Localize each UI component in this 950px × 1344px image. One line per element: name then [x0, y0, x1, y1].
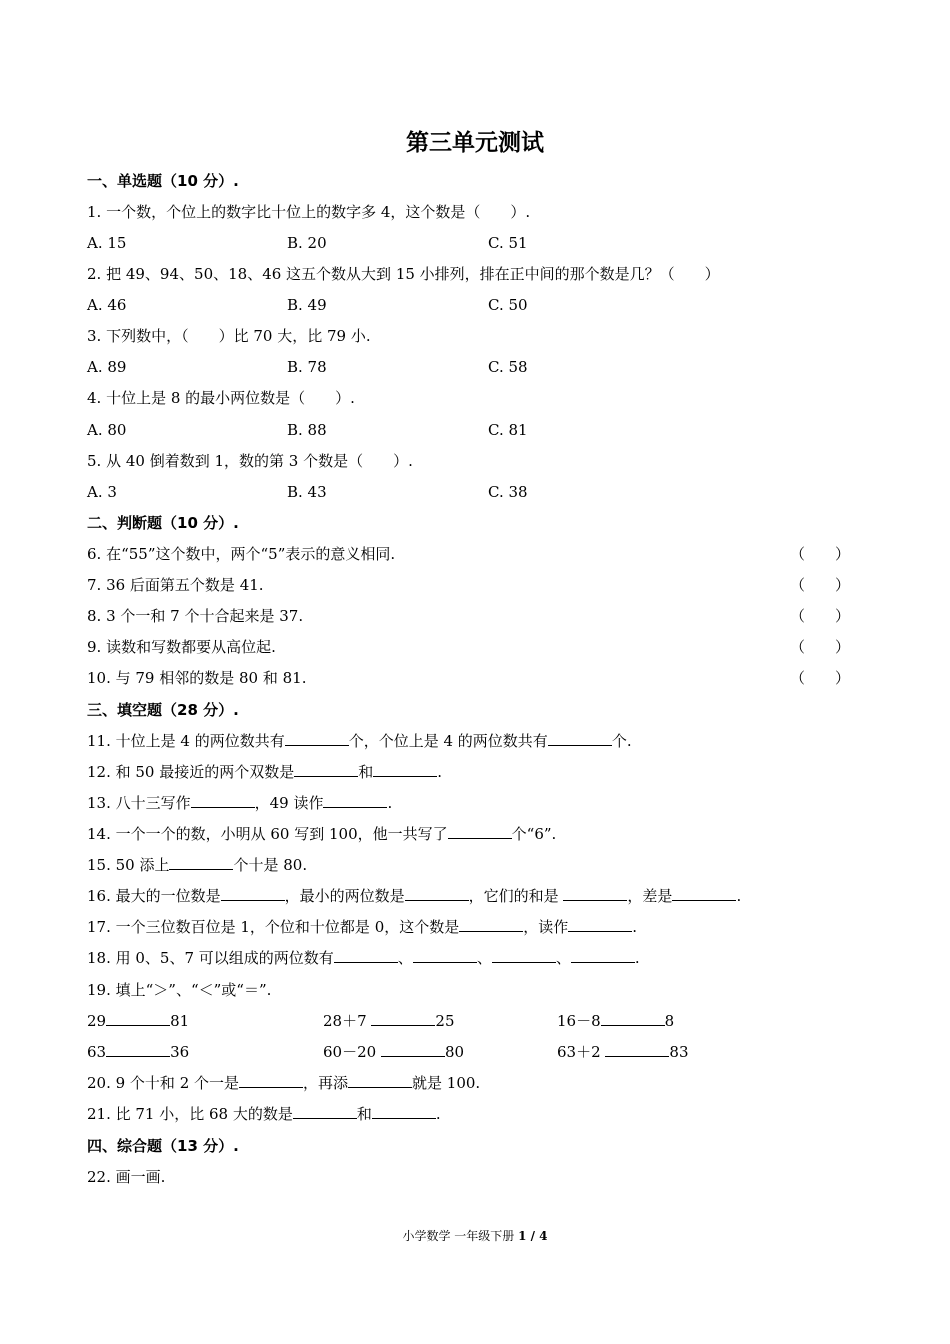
answer-parentheses: （ ） — [789, 576, 850, 594]
question-text: 7. 36 后面第五个数是 41. — [87, 576, 264, 594]
answer-parentheses: （ ） — [789, 545, 850, 563]
answer-blank — [448, 823, 512, 839]
right-value: 81 — [170, 1012, 190, 1030]
section-heading-choice: 一、单选题（10 分）. — [87, 172, 239, 190]
text: 和 — [356, 1105, 372, 1123]
compare-item — [557, 1010, 674, 1032]
answer-blank — [373, 761, 437, 777]
question-5-options — [87, 481, 867, 503]
option-b: B. 43 — [287, 483, 327, 501]
answer-blank — [285, 730, 349, 746]
compare-item — [87, 1041, 189, 1063]
text: 21. 比 71 小，比 68 大的数是 — [87, 1105, 293, 1123]
option-a: A. 46 — [87, 296, 127, 314]
question-13 — [87, 792, 867, 814]
right-value: 8 — [664, 1012, 675, 1030]
option-a: A. 15 — [87, 234, 127, 252]
answer-blank — [405, 885, 469, 901]
text: 11. 十位上是 4 的两位数共有 — [87, 732, 285, 750]
text: ，49 读作 — [254, 794, 324, 812]
answer-blank — [571, 947, 635, 963]
option-c: C. 51 — [488, 234, 528, 252]
option-a: A. 89 — [87, 358, 127, 376]
right-value: 36 — [170, 1043, 190, 1061]
question-2: 2. 把 49、94、50、18、46 这五个数从大到 15 小排列，排在正中间的那个数是几？（ ） — [87, 265, 720, 283]
answer-blank — [605, 1041, 669, 1057]
question-10 — [87, 667, 867, 689]
text: ，读作 — [523, 918, 569, 936]
left-value: 60－20 — [323, 1043, 381, 1061]
compare-item — [323, 1041, 464, 1063]
text: 18. 用 0、5、7 可以组成的两位数有 — [87, 949, 334, 967]
option-c: C. 38 — [488, 483, 528, 501]
text: 就是 100. — [412, 1074, 481, 1092]
answer-blank — [106, 1010, 170, 1026]
footer-subject: 小学数学 一年级下册 — [402, 1229, 519, 1243]
question-8 — [87, 605, 867, 627]
section-heading-fill: 三、填空题（28 分）. — [87, 701, 239, 719]
text: ，最小的两位数是 — [284, 887, 405, 905]
answer-blank — [459, 916, 523, 932]
compare-row — [87, 1041, 867, 1063]
text: 和 — [358, 763, 374, 781]
separator: 、 — [555, 949, 571, 967]
answer-blank — [334, 947, 398, 963]
compare-item — [323, 1010, 455, 1032]
left-value: 63 — [87, 1043, 107, 1061]
question-9 — [87, 636, 867, 658]
question-4: 4. 十位上是 8 的最小两位数是（ ）. — [87, 389, 355, 407]
section-heading-comprehensive: 四、综合题（13 分）. — [87, 1137, 239, 1155]
question-17 — [87, 916, 867, 938]
text: 个，个位上是 4 的两位数共有 — [348, 732, 548, 750]
answer-parentheses: （ ） — [789, 638, 850, 656]
answer-blank — [106, 1041, 170, 1057]
text: ，差是 — [627, 887, 673, 905]
question-text: 6. 在“55”这个数中，两个“5”表示的意义相同. — [87, 545, 396, 563]
right-value: 25 — [435, 1012, 455, 1030]
answer-blank — [169, 854, 233, 870]
answer-parentheses: （ ） — [789, 607, 850, 625]
text: 个十是 80. — [233, 856, 308, 874]
answer-blank — [191, 792, 255, 808]
left-value: 63＋2 — [557, 1043, 606, 1061]
question-3-options — [87, 356, 867, 378]
question-text: 10. 与 79 相邻的数是 80 和 81. — [87, 669, 307, 687]
separator: 、 — [476, 949, 492, 967]
text: . — [634, 949, 640, 967]
question-3: 3. 下列数中，（ ）比 70 大，比 79 小. — [87, 327, 371, 345]
answer-blank — [563, 885, 627, 901]
question-12 — [87, 761, 867, 783]
question-6 — [87, 543, 867, 565]
question-5: 5. 从 40 倒着数到 1，数的第 3 个数是（ ）. — [87, 452, 413, 470]
text: . — [632, 918, 638, 936]
question-2-options — [87, 294, 867, 316]
compare-item — [87, 1010, 189, 1032]
answer-blank — [492, 947, 556, 963]
text: 个. — [611, 732, 632, 750]
question-22: 22. 画一画. — [87, 1168, 166, 1186]
option-a: A. 80 — [87, 421, 127, 439]
text: 17. 一个三位数百位是 1，个位和十位都是 0，这个数是 — [87, 918, 460, 936]
text: 20. 9 个十和 2 个一是 — [87, 1074, 240, 1092]
text: 13. 八十三写作 — [87, 794, 191, 812]
page-number: 1 / 4 — [518, 1229, 548, 1243]
question-11 — [87, 730, 867, 752]
question-15 — [87, 854, 867, 876]
text: . — [387, 794, 393, 812]
option-a: A. 3 — [87, 483, 117, 501]
text: . — [437, 763, 443, 781]
text: 16. 最大的一位数是 — [87, 887, 221, 905]
compare-row — [87, 1010, 867, 1032]
answer-blank — [323, 792, 387, 808]
text: 15. 50 添上 — [87, 856, 170, 874]
option-c: C. 81 — [488, 421, 528, 439]
question-20 — [87, 1072, 867, 1094]
answer-blank — [568, 916, 632, 932]
answer-blank — [293, 1103, 357, 1119]
answer-blank — [239, 1072, 303, 1088]
question-21 — [87, 1103, 867, 1125]
text: . — [736, 887, 742, 905]
compare-item — [557, 1041, 689, 1063]
question-text: 9. 读数和写数都要从高位起. — [87, 638, 276, 656]
answer-blank — [221, 885, 285, 901]
question-7 — [87, 574, 867, 596]
text: 14. 一个一个的数，小明从 60 写到 100，他一共写了 — [87, 825, 448, 843]
answer-blank — [371, 1010, 435, 1026]
question-16 — [87, 885, 867, 907]
question-19: 19. 填上“＞”、“＜”或“＝”. — [87, 981, 272, 999]
answer-blank — [348, 1072, 412, 1088]
question-text: 8. 3 个一和 7 个十合起来是 37. — [87, 607, 304, 625]
page-title: 第三单元测试 — [406, 130, 544, 156]
answer-blank — [413, 947, 477, 963]
question-18 — [87, 947, 867, 969]
answer-blank — [294, 761, 358, 777]
text: ，再添 — [303, 1074, 349, 1092]
page-footer — [0, 1227, 950, 1245]
answer-blank — [672, 885, 736, 901]
right-value: 83 — [669, 1043, 689, 1061]
option-b: B. 49 — [287, 296, 327, 314]
option-b: B. 88 — [287, 421, 327, 439]
option-c: C. 50 — [488, 296, 528, 314]
option-c: C. 58 — [488, 358, 528, 376]
text: 个“6”. — [511, 825, 557, 843]
section-heading-judge: 二、判断题（10 分）. — [87, 514, 239, 532]
text: 12. 和 50 最接近的两个双数是 — [87, 763, 295, 781]
answer-blank — [372, 1103, 436, 1119]
left-value: 29 — [87, 1012, 107, 1030]
answer-blank — [548, 730, 612, 746]
option-b: B. 78 — [287, 358, 327, 376]
question-1: 1. 一个数，个位上的数字比十位上的数字多 4，这个数是（ ）. — [87, 203, 531, 221]
separator: 、 — [397, 949, 413, 967]
answer-blank — [381, 1041, 445, 1057]
question-4-options — [87, 419, 867, 441]
question-14 — [87, 823, 867, 845]
left-value: 16－8 — [557, 1012, 601, 1030]
left-value: 28＋7 — [323, 1012, 372, 1030]
text: . — [435, 1105, 441, 1123]
right-value: 80 — [444, 1043, 465, 1061]
option-b: B. 20 — [287, 234, 327, 252]
answer-blank — [601, 1010, 665, 1026]
question-1-options — [87, 232, 867, 254]
answer-parentheses: （ ） — [789, 669, 850, 687]
text: ，它们的和是 — [468, 887, 564, 905]
